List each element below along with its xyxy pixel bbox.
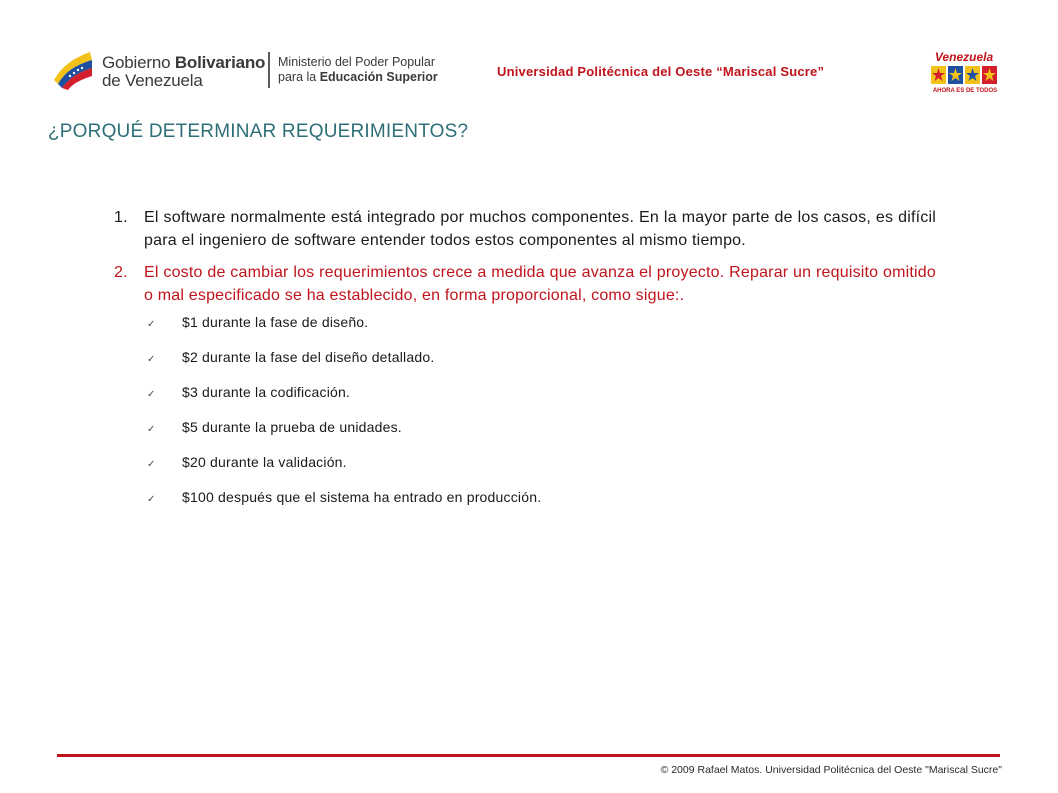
cost-list-item: ✓ $1 durante la fase de diseño. [114, 312, 936, 332]
checkmark-icon: ✓ [147, 424, 156, 435]
footer-divider [57, 754, 1000, 757]
slide-title: ¿PORQUÉ DETERMINAR REQUERIMIENTOS? [48, 121, 469, 142]
cost-list [114, 312, 936, 507]
checkmark-icon: ✓ [147, 389, 156, 400]
venezuela-ahora-es-de-todos-logo: Venezuela AHORA ES DE TODOS [926, 50, 1002, 96]
cost-list-item: ✓ $100 después que el sistema ha entrado en producción. [114, 487, 936, 507]
footer-copyright: © 2009 Rafael Matos. Universidad Politécnica del Oeste "Mariscal Sucre" [660, 764, 1002, 776]
cost-list-item: ✓ $2 durante la fase del diseño detallado. [114, 347, 936, 367]
slide-content [114, 206, 936, 522]
item-text: El software normalmente está integrado por muchos componentes. En la mayor parte de los casos, es difícil para el ingeniero de software entender todos estos componentes al mismo tiempo. [144, 209, 936, 249]
cost-list-item: ✓ $20 durante la validación. [114, 452, 936, 472]
figures-icon [930, 64, 1000, 88]
ministerio-name: Ministerio del Poder Popular para la Educación Superior [278, 55, 438, 84]
logo-divider [268, 52, 270, 88]
numbered-item [114, 206, 936, 252]
checkmark-icon: ✓ [147, 319, 156, 330]
checkmark-icon: ✓ [147, 459, 156, 470]
item-number: 2. [114, 264, 128, 281]
gobierno-name: Gobierno Bolivariano de Venezuela [102, 53, 266, 90]
checkmark-icon: ✓ [147, 494, 156, 505]
cost-list-item: ✓ $3 durante la codificación. [114, 382, 936, 402]
gobierno-bolivariano-logo [50, 46, 450, 96]
venezuela-flag-icon [50, 46, 94, 90]
item-number: 1. [114, 209, 128, 226]
checkmark-icon: ✓ [147, 354, 156, 365]
numbered-item [114, 261, 936, 307]
item-text: El costo de cambiar los requerimientos crece a medida que avanza el proyecto. Reparar un requisito omitido o mal especificado se ha establecido, en forma proporcional, como sigue:. [144, 264, 936, 304]
university-name: Universidad Politécnica del Oeste “Mariscal Sucre” [497, 64, 825, 79]
header [0, 0, 1058, 120]
cost-list-item: ✓ $5 durante la prueba de unidades. [114, 417, 936, 437]
